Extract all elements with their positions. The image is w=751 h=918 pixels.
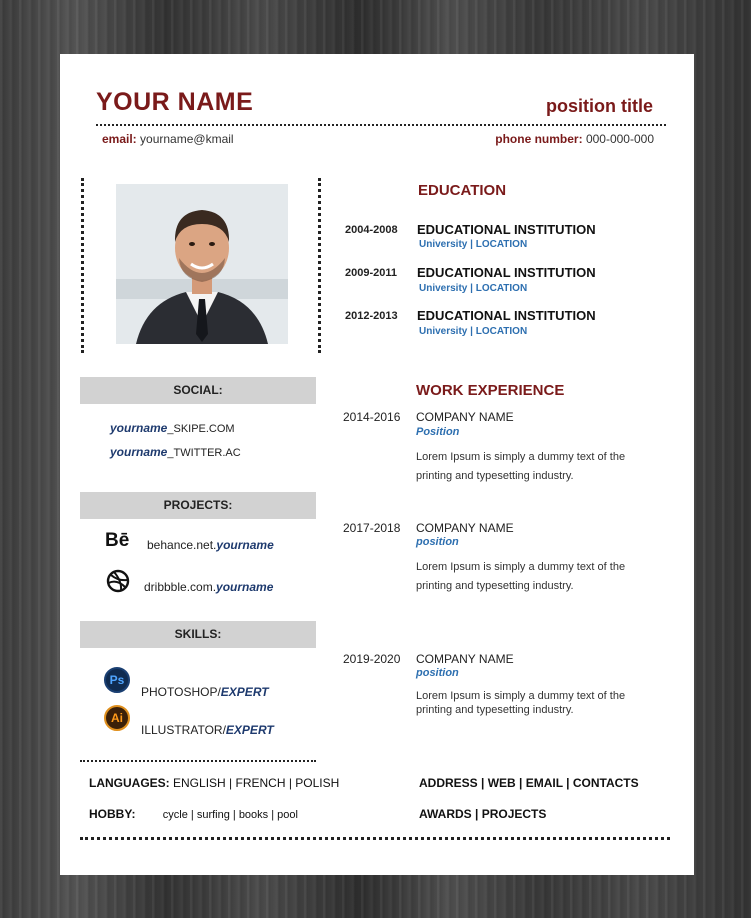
work-description-line: printing and typesetting industry. — [416, 470, 574, 482]
position-title: position title — [546, 96, 653, 116]
work-years: 2019-2020 — [343, 652, 401, 666]
social-site: _TWITTER.AC — [167, 447, 241, 459]
education-years: 2012-2013 — [345, 310, 398, 322]
hobby-value: cycle | surfing | books | pool — [162, 809, 298, 821]
profile-photo — [116, 184, 288, 344]
illustrator-icon: Ai — [104, 705, 130, 731]
work-position: position — [416, 536, 459, 548]
social-item-twitter[interactable] — [110, 445, 241, 459]
education-years: 2009-2011 — [345, 267, 397, 279]
footer-links-contacts: ADDRESS | WEB | EMAIL | CONTACTS — [419, 776, 639, 790]
social-handle: yourname — [110, 445, 168, 459]
work-company: COMPANY NAME — [416, 652, 514, 666]
work-company: COMPANY NAME — [416, 521, 514, 535]
hobby-line — [89, 807, 298, 821]
email-value: yourname@kmail — [140, 132, 234, 146]
work-years: 2017-2018 — [343, 521, 401, 535]
education-heading: EDUCATION — [418, 182, 507, 199]
skill-level: EXPERT — [225, 723, 274, 737]
education-institution: EDUCATIONAL INSTITUTION — [417, 222, 596, 237]
skill-item-illustrator — [141, 723, 274, 737]
work-position: position — [416, 667, 459, 679]
social-site: _SKIPE.COM — [167, 423, 235, 435]
header-divider — [96, 124, 666, 126]
phone-value: 000-000-000 — [585, 132, 654, 146]
education-detail: University | LOCATION — [419, 239, 528, 250]
project-domain: dribbble.com. — [144, 580, 217, 594]
bottom-divider — [80, 837, 670, 840]
phone-label: phone number: — [495, 132, 583, 146]
education-institution: EDUCATIONAL INSTITUTION — [417, 308, 596, 323]
work-position: Position — [416, 426, 460, 438]
photoshop-icon: Ps — [104, 667, 130, 693]
skills-heading: SKILLS: — [80, 621, 316, 648]
work-years: 2014-2016 — [343, 410, 401, 424]
languages-label: LANGUAGES: — [89, 776, 170, 790]
work-description-line: Lorem Ipsum is simply a dummy text of the — [416, 690, 626, 702]
email-line — [102, 132, 234, 146]
resume-name: YOUR NAME — [96, 88, 254, 116]
resume-sheet — [60, 54, 694, 875]
skill-name: PHOTOSHOP/ — [141, 685, 221, 699]
work-description-line: printing and typesetting industry. — [416, 704, 574, 716]
behance-icon: Bē — [105, 530, 130, 551]
footer-links-awards: AWARDS | PROJECTS — [419, 807, 547, 821]
dribbble-icon — [106, 569, 130, 598]
phone-line — [495, 132, 654, 146]
education-institution: EDUCATIONAL INSTITUTION — [417, 265, 596, 280]
skill-item-photoshop — [141, 685, 269, 699]
photo-frame — [81, 178, 321, 353]
project-handle: yourname — [216, 538, 274, 552]
project-item-dribbble[interactable] — [144, 580, 273, 594]
left-column-divider — [80, 760, 316, 762]
project-domain: behance.net. — [147, 538, 217, 552]
work-heading: WORK EXPERIENCE — [416, 382, 565, 399]
work-description-line: printing and typesetting industry. — [416, 580, 574, 592]
work-company: COMPANY NAME — [416, 410, 514, 424]
email-label: email: — [102, 132, 137, 146]
education-detail: University | LOCATION — [419, 326, 528, 337]
languages-value: ENGLISH | FRENCH | POLISH — [173, 776, 340, 790]
social-handle: yourname — [110, 421, 168, 435]
skill-level: EXPERT — [220, 685, 269, 699]
education-detail: University | LOCATION — [419, 283, 528, 294]
hobby-label: HOBBY: — [89, 807, 136, 821]
skill-name: ILLUSTRATOR/ — [141, 723, 226, 737]
social-item-skipe[interactable] — [110, 421, 235, 435]
project-item-behance[interactable] — [147, 538, 274, 552]
work-description-line: Lorem Ipsum is simply a dummy text of the — [416, 451, 626, 463]
languages-line — [89, 776, 339, 790]
projects-heading: PROJECTS: — [80, 492, 316, 519]
social-heading: SOCIAL: — [80, 377, 316, 404]
project-handle: yourname — [216, 580, 274, 594]
education-years: 2004-2008 — [345, 224, 398, 236]
work-description-line: Lorem Ipsum is simply a dummy text of the — [416, 561, 626, 573]
